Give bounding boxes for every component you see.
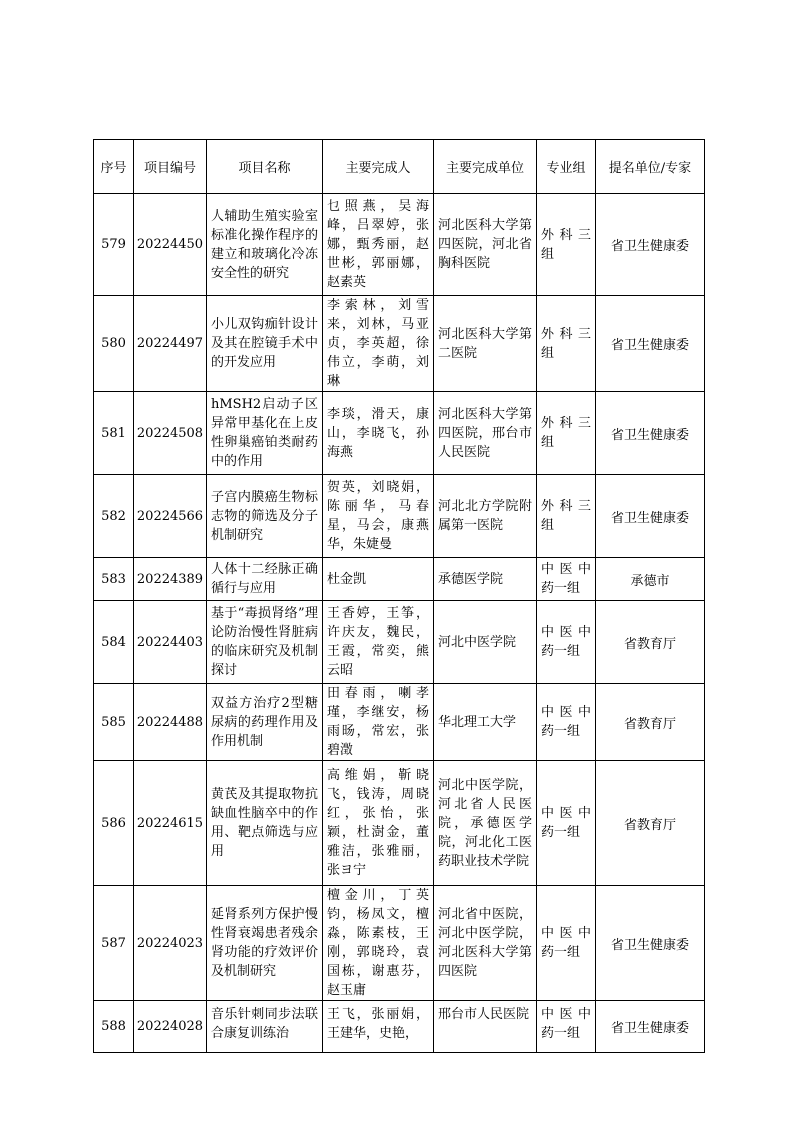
table-row [94,194,705,296]
row-project-name: 基于“毒损肾络”理论防治慢性肾脏病的临床研究及机制探讨 [207,601,323,684]
row-unit: 河北中医学院 [434,601,537,684]
row-group: 中医中药一组 [537,886,596,1001]
row-unit: 河北医科大学第四医院，河北省胸科医院 [434,194,537,296]
row-unit: 河北医科大学第二医院 [434,296,537,392]
table-row [94,392,705,475]
row-group: 中医中药一组 [537,1001,596,1053]
row-no: 588 [94,1001,134,1053]
row-group: 中医中药一组 [537,684,596,761]
row-unit: 河北北方学院附属第一医院 [434,475,537,558]
header-group: 专业组 [537,140,596,194]
row-nominator: 省教育厅 [596,761,705,886]
row-people: 高维娟，靳晓飞，钱涛，周晓红，张怡，张颖，杜澍金，董雅洁，张雅丽，张ヨ宁 [323,761,434,886]
header-no: 序号 [94,140,134,194]
row-nominator: 省卫生健康委 [596,296,705,392]
row-code: 20224497 [134,296,207,392]
row-unit: 邢台市人民医院 [434,1001,537,1053]
row-nominator: 省教育厅 [596,601,705,684]
row-no: 582 [94,475,134,558]
table-row [94,601,705,684]
row-people: 田春雨，喇孝瑾，李继安，杨雨旸，常宏，张碧澂 [323,684,434,761]
row-group: 中医中药一组 [537,761,596,886]
row-people: 杜金凯 [323,558,434,601]
header-nominator: 提名单位/专家 [596,140,705,194]
row-project-name: 人辅助生殖实验室标准化操作程序的建立和玻璃化冷冻安全性的研究 [207,194,323,296]
row-no: 586 [94,761,134,886]
row-unit: 河北医科大学第四医院，邢台市人民医院 [434,392,537,475]
row-code: 20224028 [134,1001,207,1053]
row-nominator: 省教育厅 [596,684,705,761]
row-code: 20224488 [134,684,207,761]
row-project-name: 双益方治疗2型糖尿病的药理作用及作用机制 [207,684,323,761]
row-group: 中医中药一组 [537,601,596,684]
row-no: 581 [94,392,134,475]
row-unit: 河北中医学院，河北省人民医院，承德医学院，河北化工医药职业技术学院 [434,761,537,886]
row-no: 584 [94,601,134,684]
row-nominator: 省卫生健康委 [596,886,705,1001]
row-project-name: 人体十二经脉正确循行与应用 [207,558,323,601]
row-code: 20224508 [134,392,207,475]
row-no: 585 [94,684,134,761]
row-project-name: 黄芪及其提取物抗缺血性脑卒中的作用、靶点筛选与应用 [207,761,323,886]
row-people: 李琰，滑天，康山，李晓飞，孙海燕 [323,392,434,475]
table-row [94,475,705,558]
row-code: 20224403 [134,601,207,684]
row-code: 20224389 [134,558,207,601]
table-row [94,558,705,601]
row-people: 王香婷，王筝，许庆友，魏民，王霞，常奕，熊云昭 [323,601,434,684]
row-group: 中医中药一组 [537,558,596,601]
table-row [94,296,705,392]
header-people: 主要完成人 [323,140,434,194]
row-unit: 华北理工大学 [434,684,537,761]
row-no: 579 [94,194,134,296]
row-no: 583 [94,558,134,601]
row-project-name: 延肾系列方保护慢性肾衰竭患者残余肾功能的疗效评价及机制研究 [207,886,323,1001]
row-project-name: 子宫内膜癌生物标志物的筛选及分子机制研究 [207,475,323,558]
row-people: 乜照燕，吴海峰，吕翠婷，张娜，甄秀丽，赵世彬，郭丽娜，赵素英 [323,194,434,296]
row-people: 王飞，张丽娟，王建华，史艳， [323,1001,434,1053]
row-group: 外科三组 [537,475,596,558]
row-project-name: 小儿双钩痂针设计及其在腔镜手术中的开发应用 [207,296,323,392]
table-row [94,886,705,1001]
row-people: 李索林，刘雪来，刘林，马亚贞，李英超，徐伟立，李萌，刘琳 [323,296,434,392]
row-code: 20224615 [134,761,207,886]
table-row [94,684,705,761]
row-nominator: 省卫生健康委 [596,475,705,558]
row-no: 580 [94,296,134,392]
project-table [93,139,705,1053]
table-header-row [94,140,705,194]
row-group: 外科三组 [537,194,596,296]
header-name: 项目名称 [207,140,323,194]
row-people: 贺英，刘晓娟，陈丽华，马春星，马会，康燕华，朱婕曼 [323,475,434,558]
table-row [94,761,705,886]
row-unit: 承德医学院 [434,558,537,601]
row-nominator: 承德市 [596,558,705,601]
row-nominator: 省卫生健康委 [596,194,705,296]
row-people: 檀金川，丁英钧，杨凤文，檀淼，陈素枝，王刚，郭晓玲，袁国栋，谢惠芬，赵玉庸 [323,886,434,1001]
row-unit: 河北省中医院，河北中医学院，河北医科大学第四医院 [434,886,537,1001]
table-row [94,1001,705,1053]
row-code: 20224566 [134,475,207,558]
row-group: 外科三组 [537,296,596,392]
row-project-name: 音乐针刺同步法联合康复训练治 [207,1001,323,1053]
row-nominator: 省卫生健康委 [596,1001,705,1053]
row-no: 587 [94,886,134,1001]
row-project-name: hMSH2启动子区异常甲基化在上皮性卵巢癌铂类耐药中的作用 [207,392,323,475]
header-code: 项目编号 [134,140,207,194]
row-nominator: 省卫生健康委 [596,392,705,475]
header-unit: 主要完成单位 [434,140,537,194]
row-code: 20224023 [134,886,207,1001]
row-group: 外科三组 [537,392,596,475]
row-code: 20224450 [134,194,207,296]
